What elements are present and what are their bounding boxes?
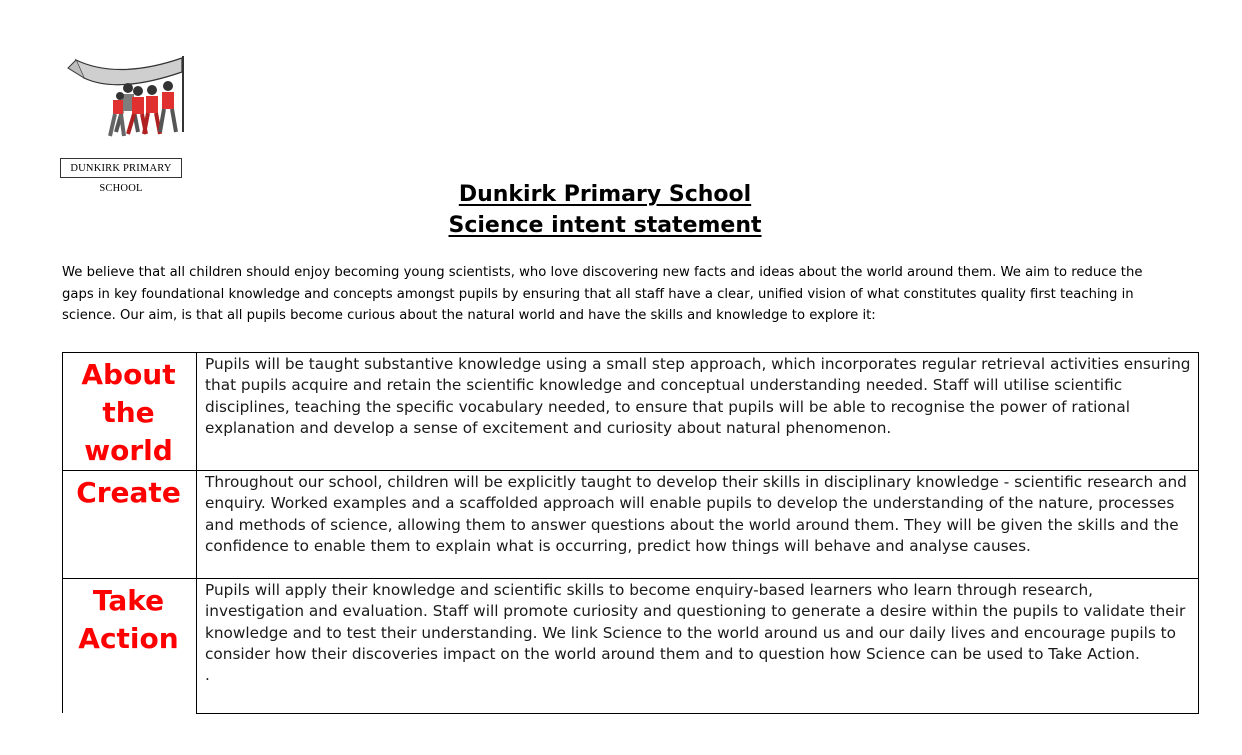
row-text-trailing-mark: . bbox=[205, 666, 210, 685]
row-label-create: Create bbox=[63, 471, 197, 579]
table-row bbox=[63, 471, 1199, 579]
intent-table bbox=[62, 352, 1199, 714]
row-text-create: Throughout our school, children will be explicitly taught to develop their skills in disciplinary knowledge - scientific research and enquiry. Worked examples and a scaffolded approach will enable pupils to develop the understanding of the nature, processes and methods of science, allowing them to answer questions about the world around them. They will be given the skills and the confidence to enable them to explain what is occurring, predict how things will behave and analyse causes. bbox=[197, 471, 1199, 579]
page-title: Dunkirk Primary School bbox=[458, 182, 752, 207]
row-text-take-action bbox=[197, 579, 1199, 714]
page-subtitle: Science intent statement bbox=[448, 213, 762, 238]
row-label-about-the-world: About the world bbox=[63, 353, 197, 471]
row-text-about-the-world: Pupils will be taught substantive knowledge using a small step approach, which incorporates regular retrieval activities ensuring that pupils acquire and retain the scientific knowledge and conceptual understanding needed. Staff will utilise scientific disciplines, teaching the specific vocabulary needed, to ensure that pupils will be able to recognise the power of rational explanation and develop a sense of excitement and curiosity about natural phenomenon. bbox=[197, 353, 1199, 471]
table-row bbox=[63, 353, 1199, 471]
logo-artwork-icon bbox=[58, 52, 188, 162]
row-label-take-action: Take Action bbox=[63, 579, 197, 714]
row-text-take-action-body: Pupils will apply their knowledge and scientific skills to become enquiry-based learners who learn through research, investigation and evaluation. Staff will promote curiosity and questioning to generate a desire within the pupils to validate their knowledge and to test their understanding. We link Science to the world around us and our daily lives and encourage pupils to consider how their discoveries impact on the world around them and to question how Science can be used to Take Action. bbox=[205, 581, 1186, 663]
intro-paragraph: We believe that all children should enjoy becoming young scientists, who love discovering new facts and ideas about the world around them. We aim to reduce the gaps in key foundational knowledge and concepts amongst pupils by ensuring that all staff have a clear, unified vision of what constitutes quality first teaching in science. Our aim, is that all pupils become curious about the natural world and have the skills and knowledge to explore it: bbox=[62, 265, 1143, 323]
table-row bbox=[63, 579, 1199, 714]
logo-caption: DUNKIRK PRIMARY SCHOOL bbox=[60, 158, 182, 178]
